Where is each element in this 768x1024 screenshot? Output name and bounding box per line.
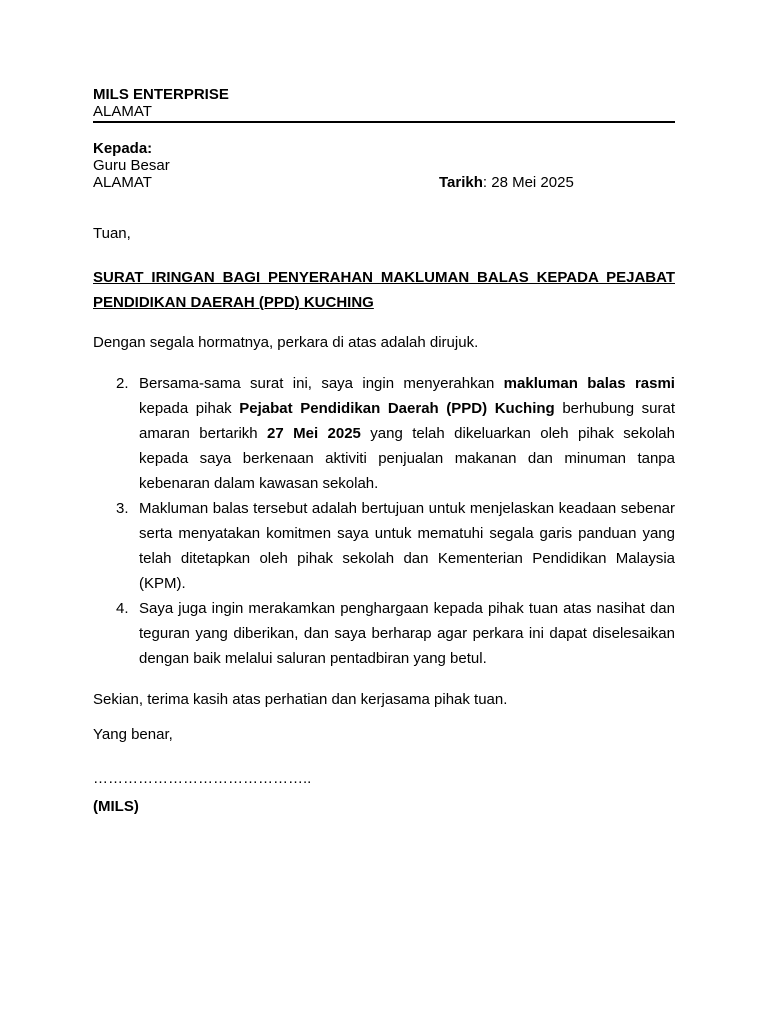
signoff: Yang benar, <box>93 726 173 743</box>
recipient-heading: Kepada: <box>93 140 153 157</box>
opening-line: Dengan segala hormatnya, perkara di atas adalah dirujuk. <box>93 334 479 351</box>
paragraph-text: kepada pihak <box>139 400 240 417</box>
paragraph-2 <box>93 371 675 496</box>
paragraph-number: 4. <box>116 600 129 617</box>
date-label: Tarikh <box>439 174 483 191</box>
recipient-address: ALAMAT <box>93 174 152 191</box>
paragraph-text: yang telah dikeluarkan oleh pihak sekolah kepada saya berkenaan aktiviti penjualan makanan dan minuman tanpa kebenaran dalam kawasan sekolah. <box>139 425 675 492</box>
date-value: : 28 Mei 2025 <box>482 174 574 191</box>
signature-line: …………………………………….. <box>93 770 312 787</box>
paragraph-4 <box>93 596 675 671</box>
paragraph-text: berhubung surat amaran bertarikh <box>139 400 675 442</box>
paragraph-bold-text: 27 Mei 2025 <box>267 425 361 442</box>
signatory-name: (MILS) <box>93 798 139 815</box>
paragraph-text: Saya juga ingin merakamkan penghargaan kepada pihak tuan atas nasihat dan teguran yang diberikan, dan saya berharap agar perkara ini dapat diselesaikan dengan baik melalui saluran pentadbiran yang betul. <box>139 600 675 667</box>
recipient-name: Guru Besar <box>93 157 170 174</box>
paragraph-number: 3. <box>116 500 129 517</box>
closing-line: Sekian, terima kasih atas perhatian dan kerjasama pihak tuan. <box>93 691 508 708</box>
sender-name: MILS ENTERPRISE <box>93 86 229 103</box>
letter-subject: SURAT IRINGAN BAGI PENYERAHAN MAKLUMAN BALAS KEPADA PEJABAT PENDIDIKAN DAERAH (PPD) KUCHING <box>93 269 675 311</box>
paragraph-number: 2. <box>116 375 129 392</box>
address-date-row <box>93 174 675 191</box>
letter-date <box>439 174 574 191</box>
sender-address: ALAMAT <box>93 103 152 120</box>
paragraph-3 <box>93 496 675 596</box>
letter-body <box>93 86 675 815</box>
paragraph-text: Makluman balas tersebut adalah bertujuan untuk menjelaskan keadaan sebenar serta menyatakan komitmen saya untuk mematuhi segala garis panduan yang telah ditetapkan oleh pihak sekolah dan Kementerian Pendidikan Malaysia (KPM). <box>139 500 675 592</box>
numbered-paragraphs <box>93 371 675 671</box>
paragraph-bold-text: makluman balas rasmi <box>503 375 675 392</box>
salutation: Tuan, <box>93 225 131 242</box>
paragraph-bold-text: Pejabat Pendidikan Daerah (PPD) Kuching <box>239 400 555 417</box>
paragraph-text: Bersama-sama surat ini, saya ingin menyerahkan <box>139 375 504 392</box>
